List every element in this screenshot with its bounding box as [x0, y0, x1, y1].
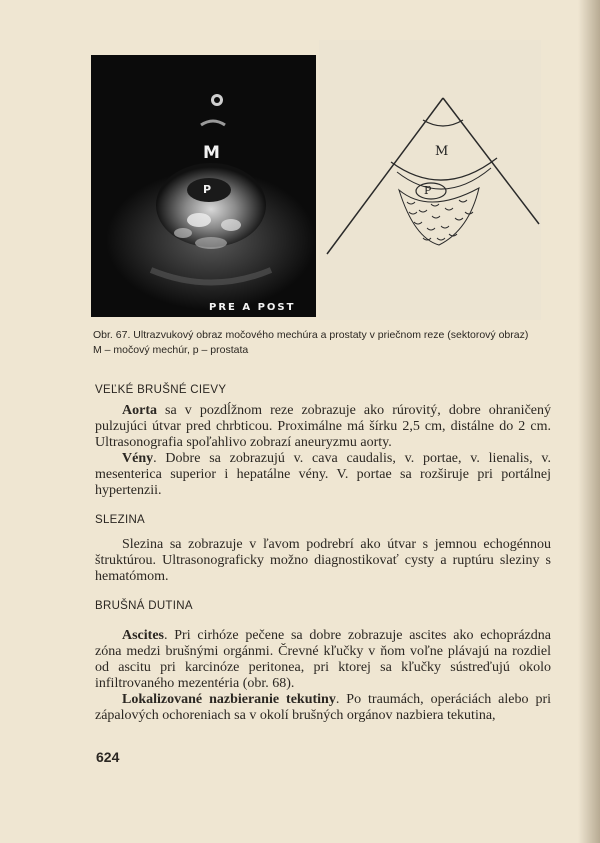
sketch-label-prostate: P — [424, 184, 432, 197]
paragraph-ascites — [95, 628, 551, 692]
figure-caption — [93, 328, 548, 358]
term-ascites: Ascites — [122, 628, 164, 643]
page-number: 624 — [96, 749, 120, 765]
term-veny: Vény — [122, 451, 154, 466]
text-veny: . Dobre sa zobrazujú v. cava caudalis, v. portae, v. lienalis, v. mesenterica superior i hepatálne vény. V. portae sa rozširuje pri portálnej hypertenzii. — [95, 451, 551, 498]
scan-label-prostate: P — [203, 183, 212, 196]
term-aorta: Aorta — [122, 403, 157, 418]
text-lokalizovane: . Po traumách, operáciách alebo pri zápalových ochoreniach sa v okolí brušných orgánov nazbiera tekutina, — [95, 692, 551, 723]
text-ascites: . Pri cirhóze pečene sa dobre zobrazuje ascites ako echoprázdna zóna medzi brušnými orgánmi. Črevné kľučky v ňom voľne plávajú na rozdiel od ascitu pri karcinóze peritonea, pri ktorej sa kľučky sústreďujú okolo infiltrovaného mezentéria (obr. 68). — [95, 628, 551, 691]
ultrasound-image — [91, 55, 316, 317]
section-heading-cievy: VEĽKÉ BRUŠNÉ CIEVY — [95, 384, 227, 396]
paragraph-veny — [95, 451, 551, 499]
caption-line-1: Obr. 67. Ultrazvukový obraz močového mechúra a prostaty v priečnom reze (sektorový obraz) — [93, 329, 529, 341]
text-slezina: Slezina sa zobrazuje v ľavom podrebrí ako útvar s jemnou echogénnou štruktúrou. Ultrasonograficky možno diagnostikovať cysty a ruptúru sleziny s hematómom. — [95, 537, 551, 584]
scan-label-bladder: M — [203, 143, 220, 163]
paragraph-lokalizovane — [95, 692, 551, 724]
schematic-drawing — [319, 40, 541, 320]
paragraph-aorta — [95, 403, 551, 451]
sketch-label-bladder: M — [435, 144, 449, 159]
page-edge-shadow — [578, 0, 600, 843]
section-heading-slezina: SLEZINA — [95, 514, 146, 526]
term-lokalizovane: Lokalizované nazbieranie tekutiny — [122, 692, 336, 707]
text-aorta: sa v pozdĺžnom reze zobrazuje ako rúrovitý, dobre ohraničený pulzujúci útvar pred chrbticou. Proximálne má šírku 2,5 cm, distálne do 2 cm. Ultrasonografia spoľahlivo zobrazí aneuryzmu aorty. — [95, 403, 551, 450]
paragraph-slezina — [95, 537, 551, 585]
section-heading-dutina: BRUŠNÁ DUTINA — [95, 600, 193, 612]
scan-footer-text: PRE A POST — [209, 302, 296, 313]
sector-schematic-graphic — [319, 40, 541, 320]
caption-line-2: M – močový mechúr, p – prostata — [93, 344, 249, 356]
